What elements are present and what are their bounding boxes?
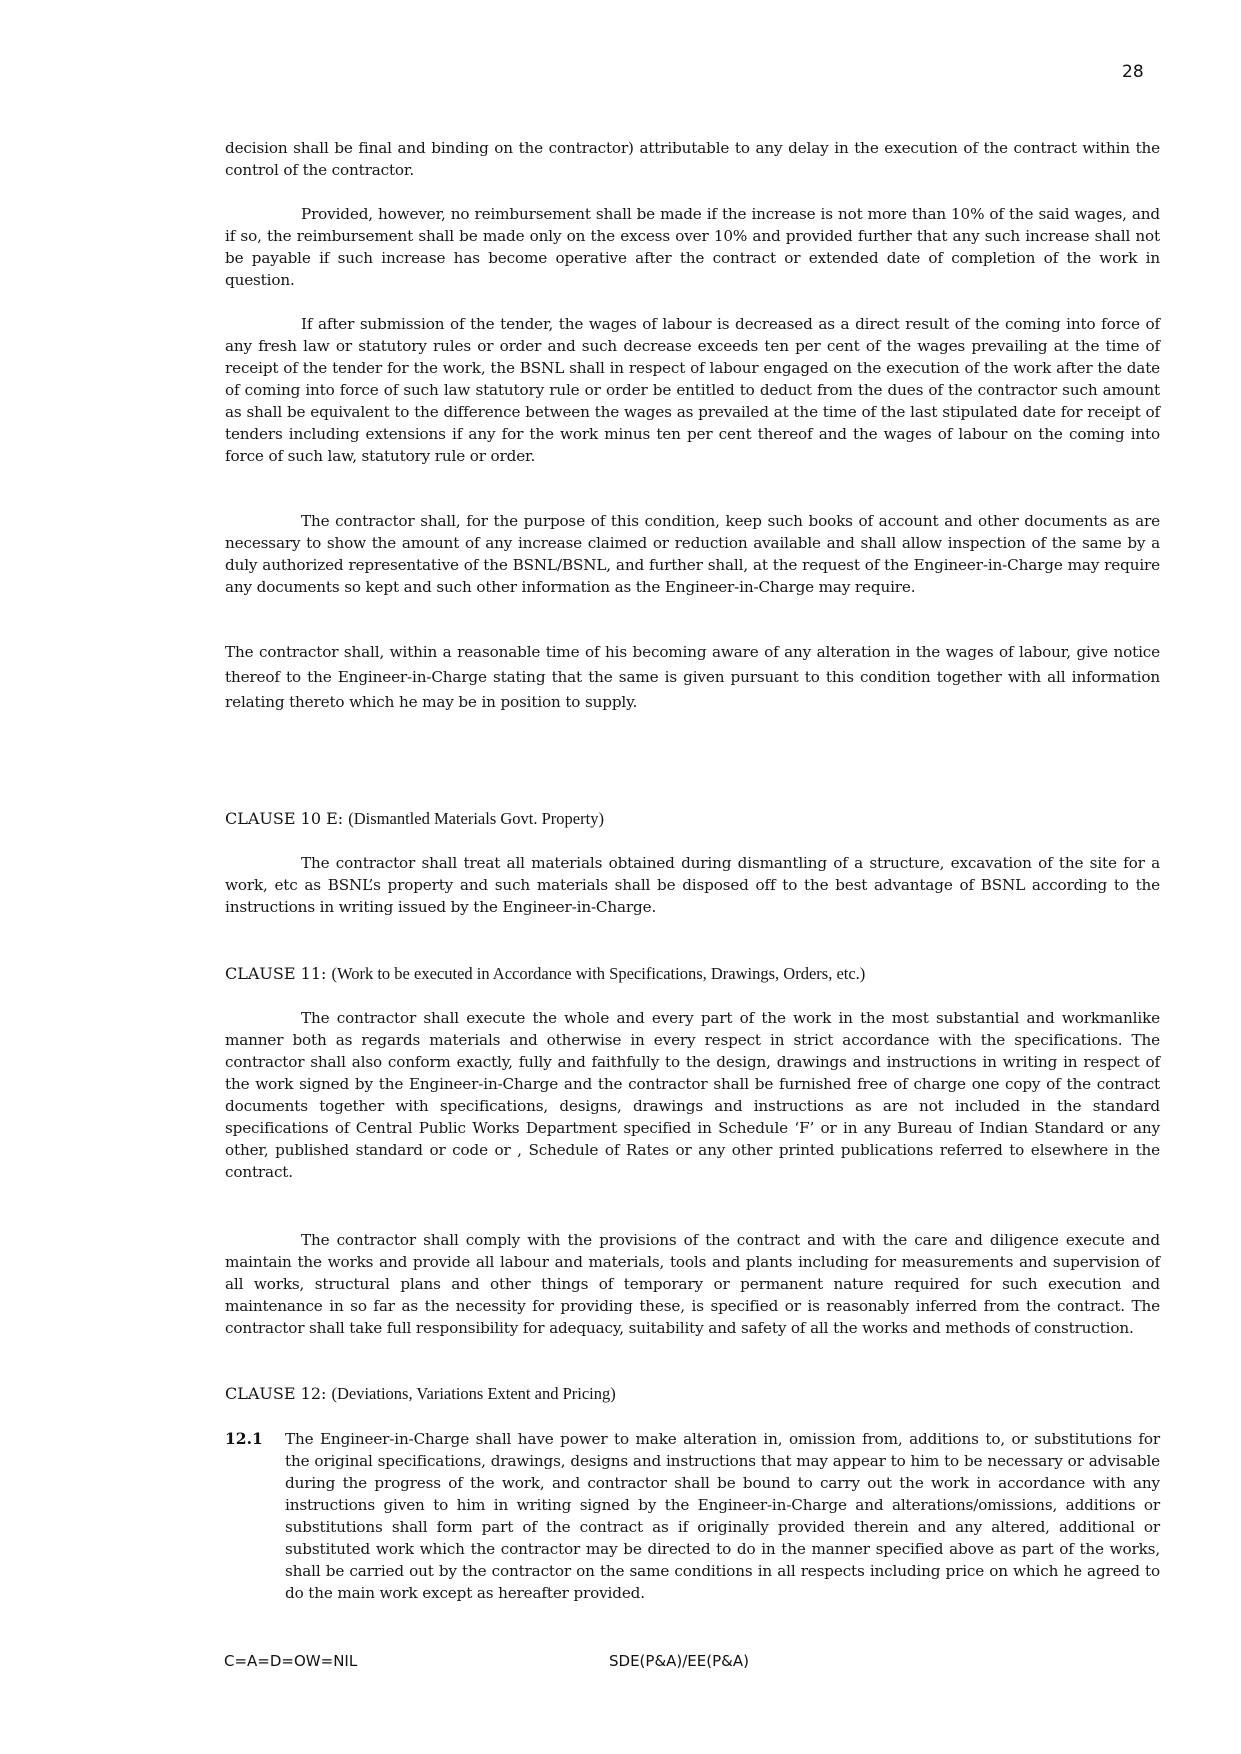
paragraph-wage-decrease: If after submission of the tender, the wages of labour is decreased as a direct result of the coming into force of any fresh law or statutory rules or order and such decrease exceeds ten per cent of the wages prevailing at the time of receipt of the tender for the work, the BSNL shall in respect of labour engaged on the execution of the work after the date of coming into force of such law statutory rule or order be entitled to deduct from the dues of the contractor such amount as shall be equivalent to the difference between the wages as prevailed at the time of the last stipulated date for receipt of tenders including extensions if any for the work minus ten per cent thereof and the wages of labour on the coming into force of such law, statutory rule or order. xyxy=(225,315,1160,465)
clause-10e-heading xyxy=(225,809,604,829)
paragraph-books-of-account: The contractor shall, for the purpose of this condition, keep such books of account and other documents as are necessary to show the amount of any increase claimed or reduction available and shall allow inspection of the same by a duly authorized representative of the BSNL/BSNL, and further shall, at the request of the Engineer-in-Charge may require any documents so kept and such other information as the Engineer-in-Charge may require. xyxy=(225,512,1160,596)
footer-right: SDE(P&A)/EE(P&A) xyxy=(609,1652,749,1670)
paragraph-continuation: decision shall be final and binding on the contractor) attributable to any delay in the execution of the contract within the control of the contractor. xyxy=(225,139,1160,179)
clause-10e-label: CLAUSE 10 E: xyxy=(225,809,344,828)
clause-11-heading xyxy=(225,964,865,984)
clause-11-body-2: The contractor shall comply with the provisions of the contract and with the care and diligence execute and maintain the works and provide all labour and materials, tools and plants including for measurements and supervision of all works, structural plans and other things of temporary or permanent nature required for such execution and maintenance in so far as the necessity for providing these, is specified or is reasonably inferred from the contract. The contractor shall take full responsibility for adequacy, suitability and safety of all the works and methods of construction. xyxy=(225,1231,1160,1337)
clause-10e-title: (Dismantled Materials Govt. Property) xyxy=(348,809,604,828)
item-text: The Engineer-in-Charge shall have power to make alteration in, omission from, additions to, or substitutions for the original specifications, drawings, designs and instructions that may appear to him to be necessary or advisable during the progress of the work, and contractor shall be bound to carry out the work in accordance with any instructions given to him in writing signed by the Engineer-in-Charge and alterations/omissions, additions or substitutions shall form part of the contract as if originally provided therein and any altered, additional or substituted work which the contractor may be directed to do in the manner specified above as part of the works, shall be carried out by the contractor on the same conditions in all respects including price on which he agreed to do the main work except as hereafter provided. xyxy=(285,1430,1160,1602)
clause-12-title: (Deviations, Variations Extent and Pricing) xyxy=(331,1384,616,1403)
clause-11-body-1: The contractor shall execute the whole and every part of the work in the most substantial and workmanlike manner both as regards materials and otherwise in every respect in strict accordance with the specifications. The contractor shall also conform exactly, fully and faithfully to the design, drawings and instructions in writing in respect of the work signed by the Engineer-in-Charge and the contractor shall be furnished free of charge one copy of the contract documents together with specifications, designs, drawings and instructions as are not included in the standard specifications of Central Public Works Department specified in Schedule ‘F’ or in any Bureau of Indian Standard or any other, published standard or code or , Schedule of Rates or any other printed publications referred to elsewhere in the contract. xyxy=(225,1009,1160,1181)
paragraph-reimbursement-proviso: Provided, however, no reimbursement shall be made if the increase is not more than 10% of the said wages, and if so, the reimbursement shall be made only on the excess over 10% and provided further that any such increase shall not be payable if such increase has become operative after the contract or extended date of completion of the work in question. xyxy=(225,205,1160,289)
paragraph-notice-of-alteration: The contractor shall, within a reasonable time of his becoming aware of any alteration in the wages of labour, give notice thereof to the Engineer-in-Charge stating that the same is given pursuant to this condition together with all information relating thereto which he may be in position to supply. xyxy=(225,643,1160,711)
clause-11-title: (Work to be executed in Accordance with Specifications, Drawings, Orders, etc.) xyxy=(331,964,866,983)
clause-12-heading xyxy=(225,1384,616,1404)
clause-10e-body: The contractor shall treat all materials obtained during dismantling of a structure, excavation of the site for a work, etc as BSNL’s property and such materials shall be disposed off to the best advantage of BSNL according to the instructions in writing issued by the Engineer-in-Charge. xyxy=(225,854,1160,916)
clause-12-label: CLAUSE 12: xyxy=(225,1384,327,1403)
item-number: 12.1 xyxy=(225,1429,263,1448)
footer-left: C=A=D=OW=NIL xyxy=(224,1652,358,1670)
clause-11-label: CLAUSE 11: xyxy=(225,964,327,983)
page-number: 28 xyxy=(1122,62,1144,82)
